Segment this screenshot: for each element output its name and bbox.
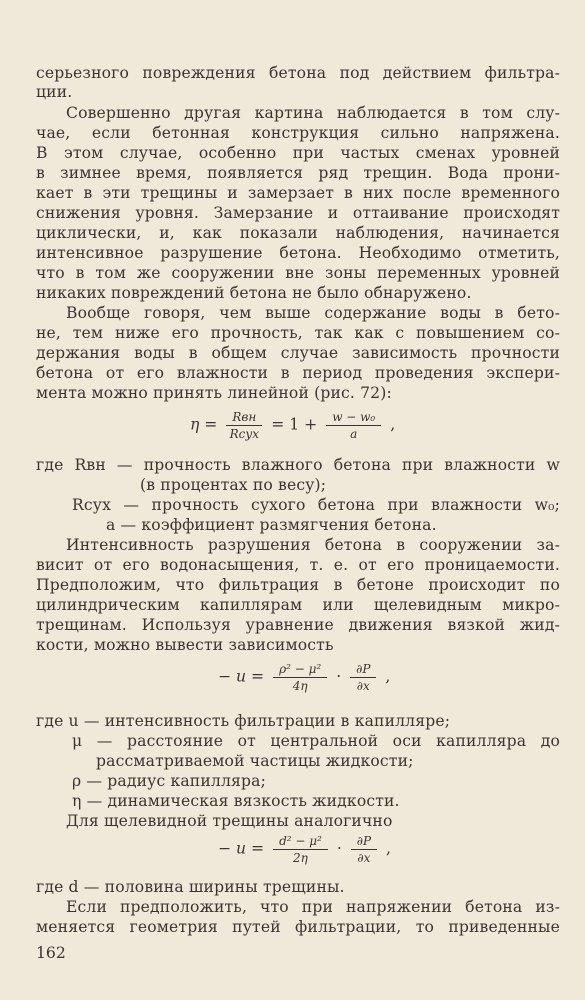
fraction-denominator: 4η <box>292 679 308 693</box>
definition-line: рассматриваемой частицы жидкости; <box>96 752 414 770</box>
text-line: циклически, и, как показали наблюдения, начинается <box>36 224 560 242</box>
formula-lhs: η = <box>190 415 218 434</box>
text-line: держания воды в общем случае зависимость прочности <box>36 344 560 362</box>
fraction-numerator: ∂P <box>350 662 376 678</box>
fraction-denominator: a <box>350 427 358 441</box>
definition-line: Rсух — прочность сухого бетона при влажности w₀; <box>72 496 560 514</box>
fraction <box>273 662 327 693</box>
text-line: Если предположить, что при напряжении бетона из- <box>66 898 560 916</box>
fraction-denominator: Rсух <box>229 427 260 441</box>
text-line: чае, если бетонная конструкция сильно напряжена. <box>36 124 560 142</box>
text-line: не, тем ниже его прочность, так как с повышением со- <box>36 324 560 342</box>
fraction-denominator: ∂x <box>357 851 371 865</box>
text-line: кает в эти трещины и замерзает в них после временного <box>36 184 560 202</box>
text-line: что в том же сооружении вне зоны переменных уровней <box>36 264 560 282</box>
text-line: висит от его водонасыщения, т. е. от его проницаемости. <box>36 556 560 574</box>
text-line: в зимнее время, появляется ряд трещин. Вода прони- <box>36 164 560 182</box>
text-line: Предположим, что фильтрация в бетоне происходит по <box>36 576 560 594</box>
fraction-numerator: Rвн <box>226 410 262 426</box>
text-line: снижения уровня. Замерзание и оттаивание происходят <box>36 204 560 222</box>
text-line: В этом случае, особенно при частых сменах уровней <box>36 144 560 162</box>
definition-line: a — коэффициент размягчения бетона. <box>106 516 437 534</box>
fraction-denominator: ∂x <box>356 679 370 693</box>
text-line: трещинам. Используя уравнение движения вязкой жид- <box>36 616 560 634</box>
formula-lhs: − u = <box>218 667 265 686</box>
text-line: где d — половина ширины трещины. <box>36 878 345 896</box>
definition-line: где u — интенсивность фильтрации в капилляре; <box>36 712 451 730</box>
fraction <box>226 410 262 441</box>
fraction <box>326 410 381 441</box>
text-line: интенсивное разрушение бетона. Необходимо отметить, <box>36 244 560 262</box>
formula-capillary: − u = $\frac{\text{ρ² − μ²}}{4\eta}$ · $\frac{\partial P}{\partial x}$ , <box>218 662 391 693</box>
text-line: Для щелевидной трещины аналогично <box>66 812 393 830</box>
fraction-numerator: d² − μ² <box>273 834 328 850</box>
definition-line: где Rвн — прочность влажного бетона при влажности w <box>36 456 560 474</box>
fraction-denominator: 2η <box>293 851 308 865</box>
text-line: мента можно принять линейной (рис. 72): <box>36 384 392 402</box>
definition-line: (в процентах по весу); <box>140 476 327 494</box>
fraction <box>350 662 376 693</box>
page-number: 162 <box>36 944 66 962</box>
fraction <box>351 834 377 865</box>
text-line: кости, можно вывести зависимость <box>36 636 334 654</box>
text-line: Совершенно другая картина наблюдается в том слу- <box>66 104 560 122</box>
text-line: цилиндрическим капиллярам или щелевидным микро- <box>36 596 560 614</box>
text-line: бетона от его влажности в период проведения экспери- <box>36 364 560 382</box>
text-line: Интенсивность разрушения бетона в сооружении за- <box>66 536 560 554</box>
text-line: меняется геометрия путей фильтрации, то приведенные <box>36 918 560 936</box>
formula-crack: − u = $\frac{\text{d² − μ²}}{2\eta}$ · $\frac{\partial P}{\partial x}$ , <box>218 834 391 865</box>
text-line: серьезного повреждения бетона под действием фильтра- <box>36 64 560 82</box>
text-line: ции. <box>36 83 73 101</box>
definition-line: η — динамическая вязкость жидкости. <box>72 792 400 810</box>
text-line: никаких повреждений бетона не было обнаружено. <box>36 284 472 302</box>
definition-line: ρ — радиус капилляра; <box>72 772 266 790</box>
text-line: Вообще говоря, чем выше содержание воды в бето- <box>66 304 560 322</box>
definition-line: μ — расстояние от центральной оси капилляра до <box>72 732 560 750</box>
formula-lhs: − u = <box>218 839 265 858</box>
formula-end: , <box>390 415 396 434</box>
formula-end: , <box>386 839 391 858</box>
formula-strength <box>190 410 395 441</box>
formula-mid: = 1 + <box>271 415 318 434</box>
fraction-numerator: ρ² − μ² <box>273 662 327 678</box>
formula-end: , <box>385 667 391 686</box>
fraction <box>273 834 328 865</box>
fraction-numerator: ∂P <box>351 834 377 850</box>
fraction-numerator: w − w₀ <box>326 410 381 426</box>
